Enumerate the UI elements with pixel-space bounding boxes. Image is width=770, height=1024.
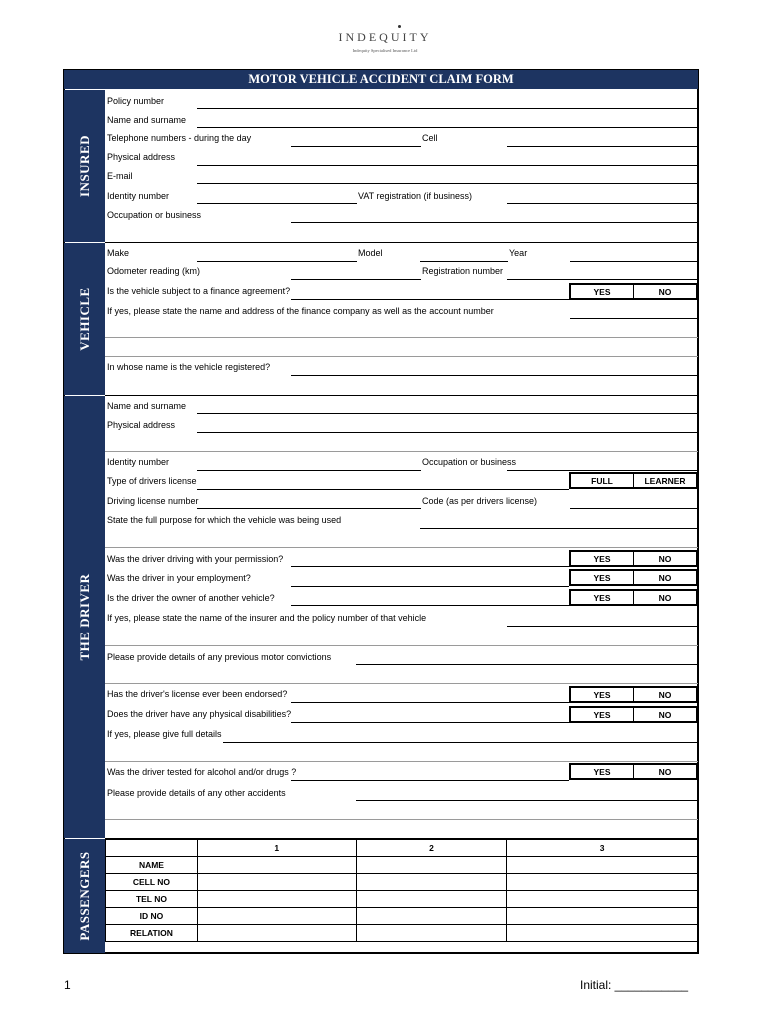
- field-insured-name[interactable]: [197, 127, 697, 128]
- field-disabilities-detail-line[interactable]: [105, 761, 698, 762]
- field-policy-number[interactable]: [197, 108, 697, 109]
- label-insured-occupation: Occupation or business: [107, 210, 202, 220]
- field-make[interactable]: [197, 261, 357, 262]
- field-insured-identity[interactable]: [197, 203, 357, 204]
- label-alcohol-question: Was the driver tested for alcohol and/or drugs ?: [107, 767, 297, 777]
- label-odometer: Odometer reading (km): [107, 266, 201, 276]
- label-insured-name: Name and surname: [107, 115, 187, 125]
- field-other-accidents[interactable]: [356, 800, 697, 801]
- label-policy-number: Policy number: [107, 96, 165, 106]
- label-license-type: Type of drivers license: [107, 476, 197, 486]
- section-passengers-label: PASSENGERS: [76, 851, 92, 941]
- field-employment-question: [291, 586, 569, 587]
- label-other-accidents: Please provide details of any other accidents: [107, 788, 286, 798]
- row-header: ID NO: [106, 908, 198, 925]
- label-employment-question: Was the driver in your employment?: [107, 573, 251, 583]
- permission-yes-no[interactable]: [569, 550, 698, 567]
- label-vat: VAT registration (if business): [358, 191, 473, 201]
- disabilities-yes-no[interactable]: [569, 706, 698, 723]
- section-driver: [64, 396, 105, 838]
- table-cell[interactable]: [197, 925, 356, 942]
- page-number: 1: [64, 978, 71, 992]
- section-insured: [64, 90, 105, 242]
- full-option[interactable]: FULL: [591, 475, 613, 486]
- alcohol-yes-no[interactable]: [569, 763, 698, 780]
- yes-option[interactable]: YES: [593, 766, 611, 777]
- field-registration[interactable]: [507, 279, 697, 280]
- label-license-number: Driving license number: [107, 496, 199, 506]
- field-permission-question: [291, 566, 569, 567]
- field-finance-detail[interactable]: [570, 318, 697, 319]
- label-driver-address: Physical address: [107, 420, 176, 430]
- label-email: E-mail: [107, 171, 133, 181]
- no-option[interactable]: NO: [633, 552, 696, 565]
- field-driver-occupation[interactable]: [507, 470, 697, 471]
- table-cell[interactable]: [507, 857, 698, 874]
- label-endorsed-question: Has the driver's license ever been endorsed?: [107, 689, 288, 699]
- label-driver-identity: Identity number: [107, 457, 170, 467]
- label-insured-identity: Identity number: [107, 191, 170, 201]
- label-finance-question: Is the vehicle subject to a finance agreement?: [107, 286, 291, 296]
- label-cell: Cell: [422, 133, 438, 143]
- field-driver-address[interactable]: [197, 432, 697, 433]
- no-option[interactable]: NO: [633, 765, 696, 778]
- section-divider: [105, 242, 698, 243]
- table-row: [106, 925, 698, 942]
- field-insurer-detail[interactable]: [507, 626, 697, 627]
- row-header: RELATION: [106, 925, 198, 942]
- company-logo: [320, 22, 450, 62]
- column-header: 3: [507, 840, 698, 857]
- label-insurer-detail: If yes, please state the name of the insurer and the policy number of that vehicle: [107, 613, 427, 623]
- section-divider: [105, 395, 698, 396]
- label-insured-address: Physical address: [107, 152, 176, 162]
- table-row: [106, 874, 698, 891]
- label-disabilities-question: Does the driver have any physical disabilities?: [107, 709, 292, 719]
- table-cell[interactable]: [356, 874, 507, 891]
- no-option[interactable]: NO: [633, 591, 696, 604]
- label-model: Model: [358, 248, 383, 258]
- field-disabilities-detail[interactable]: [223, 742, 697, 743]
- initial-field[interactable]: Initial: ___________: [580, 978, 689, 992]
- passengers-table: [105, 839, 698, 942]
- yes-option[interactable]: YES: [593, 286, 611, 297]
- label-make: Make: [107, 248, 130, 258]
- row-header: TEL NO: [106, 891, 198, 908]
- label-finance-detail: If yes, please state the name and address of the finance company as well as the account number: [107, 306, 494, 316]
- field-finance-detail-line[interactable]: [105, 356, 698, 357]
- yes-option[interactable]: YES: [593, 592, 611, 603]
- form-title: MOTOR VEHICLE ACCIDENT CLAIM FORM: [248, 72, 514, 86]
- table-cell[interactable]: [507, 891, 698, 908]
- section-insured-label: INSURED: [76, 134, 92, 198]
- row-header: NAME: [106, 857, 198, 874]
- yes-option[interactable]: YES: [593, 572, 611, 583]
- finance-yes-no[interactable]: [569, 283, 698, 300]
- label-driver-name: Name and surname: [107, 401, 187, 411]
- label-registered-to: In whose name is the vehicle registered?: [107, 362, 271, 372]
- label-disabilities-detail: If yes, please give full details: [107, 729, 222, 739]
- field-license-number[interactable]: [197, 508, 421, 509]
- field-other-accidents-line[interactable]: [105, 819, 698, 820]
- label-purpose: State the full purpose for which the vehicle was being used: [107, 515, 342, 525]
- field-vat[interactable]: [507, 203, 697, 204]
- row-header: CELL NO: [106, 874, 198, 891]
- field-driver-name[interactable]: [197, 413, 697, 414]
- field-convictions[interactable]: [356, 664, 697, 665]
- section-vehicle: [64, 243, 105, 395]
- table-cell[interactable]: [197, 874, 356, 891]
- field-license-type: [197, 489, 569, 490]
- field-finance-detail-line[interactable]: [105, 337, 698, 338]
- label-owner-question: Is the driver the owner of another vehicle?: [107, 593, 275, 603]
- column-header: 2: [356, 840, 507, 857]
- label-permission-question: Was the driver driving with your permission?: [107, 554, 284, 564]
- field-convictions-line[interactable]: [105, 683, 698, 684]
- field-insurer-detail-line[interactable]: [105, 645, 698, 646]
- no-option[interactable]: NO: [633, 708, 696, 721]
- table-row: [106, 891, 698, 908]
- section-driver-label: THE DRIVER: [76, 573, 92, 661]
- table-cell[interactable]: [356, 857, 507, 874]
- table-row: [106, 857, 698, 874]
- no-option[interactable]: NO: [633, 688, 696, 701]
- section-vehicle-label: VEHICLE: [76, 287, 92, 351]
- owner-yes-no[interactable]: [569, 589, 698, 606]
- field-cell[interactable]: [507, 146, 697, 147]
- field-model[interactable]: [420, 261, 508, 262]
- table-row: [106, 840, 698, 857]
- field-driver-identity[interactable]: [197, 470, 421, 471]
- license-type-selector[interactable]: [569, 472, 698, 489]
- field-insured-occupation[interactable]: [291, 222, 697, 223]
- label-registration: Registration number: [422, 266, 504, 276]
- logo-tagline: Indequity Specialised Insurance Ltd: [352, 48, 418, 53]
- logo-wordmark: INDEQUITY: [338, 30, 432, 44]
- field-license-code[interactable]: [570, 508, 697, 509]
- learner-option[interactable]: LEARNER: [633, 474, 696, 487]
- table-cell[interactable]: [197, 908, 356, 925]
- field-driver-address-line[interactable]: [105, 451, 698, 452]
- table-cell[interactable]: [197, 891, 356, 908]
- table-cell[interactable]: [507, 908, 698, 925]
- field-year[interactable]: [570, 261, 697, 262]
- field-finance-question: [291, 299, 569, 300]
- field-alcohol-question: [291, 780, 569, 781]
- label-driver-occupation: Occupation or business: [422, 457, 517, 467]
- yes-option[interactable]: YES: [593, 689, 611, 700]
- label-telephone: Telephone numbers - during the day: [107, 133, 252, 143]
- table-cell[interactable]: [356, 891, 507, 908]
- yes-option[interactable]: YES: [593, 553, 611, 564]
- table-cell[interactable]: [507, 874, 698, 891]
- logo-mark-icon: [398, 25, 401, 28]
- field-purpose-line[interactable]: [105, 547, 698, 548]
- employment-yes-no[interactable]: [569, 569, 698, 586]
- table-cell[interactable]: [356, 908, 507, 925]
- table-row: [106, 908, 698, 925]
- no-option[interactable]: NO: [633, 285, 696, 298]
- label-convictions: Please provide details of any previous motor convictions: [107, 652, 332, 662]
- column-header: 1: [197, 840, 356, 857]
- field-owner-question: [291, 605, 569, 606]
- label-license-code: Code (as per drivers license): [422, 496, 538, 506]
- field-insured-address[interactable]: [197, 165, 697, 166]
- table-cell: [106, 840, 198, 857]
- field-endorsed-question: [291, 702, 569, 703]
- field-telephone[interactable]: [291, 146, 421, 147]
- yes-option[interactable]: YES: [593, 709, 611, 720]
- field-disabilities-question: [291, 722, 569, 723]
- field-email[interactable]: [197, 183, 697, 184]
- endorsed-yes-no[interactable]: [569, 686, 698, 703]
- field-odometer[interactable]: [291, 279, 421, 280]
- section-passengers: [64, 839, 105, 953]
- label-year: Year: [509, 248, 528, 258]
- no-option[interactable]: NO: [633, 571, 696, 584]
- table-cell[interactable]: [356, 925, 507, 942]
- table-cell[interactable]: [507, 925, 698, 942]
- table-cell[interactable]: [197, 857, 356, 874]
- field-purpose[interactable]: [420, 528, 697, 529]
- field-registered-to[interactable]: [291, 375, 697, 376]
